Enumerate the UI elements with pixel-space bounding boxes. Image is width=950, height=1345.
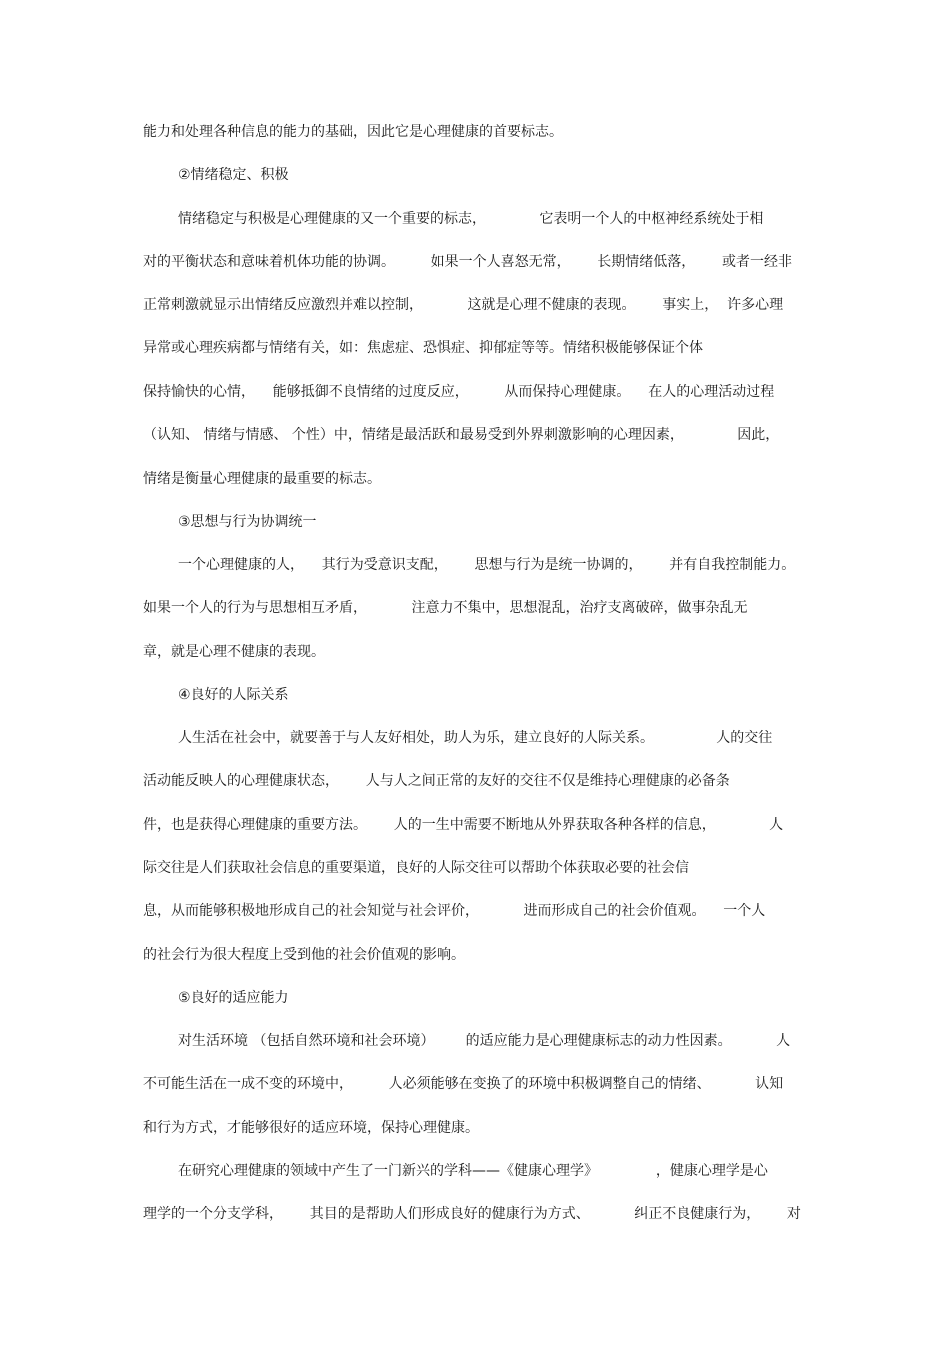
- paragraph-line: 章，就是心理不健康的表现。: [143, 644, 325, 660]
- section-heading: ④良好的人际关系: [178, 687, 289, 703]
- paragraph-line: 正常刺激就显示出情绪反应激烈并难以控制， 这就是心理不健康的表现。 事实上， 许多心理: [143, 297, 784, 313]
- paragraph-line: 对的平衡状态和意味着机体功能的协调。 如果一个人喜怒无常， 长期情绪低落， 或者一经非: [143, 254, 793, 270]
- paragraph-line: 情绪稳定与积极是心理健康的又一个重要的标志， 它表明一个人的中枢神经系统处于相: [178, 211, 764, 227]
- paragraph-line: （认知、 情绪与情感、 个性）中，情绪是最活跃和最易受到外界刺激影响的心理因素， 因此，: [143, 427, 780, 443]
- paragraph-line: 际交往是人们获取社会信息的重要渠道，良好的人际交往可以帮助个体获取必要的社会信: [143, 860, 689, 876]
- paragraph-line: 和行为方式，才能够很好的适应环境，保持心理健康。: [143, 1120, 479, 1136]
- section-heading: ②情绪稳定、积极: [178, 167, 289, 183]
- section-heading: ③思想与行为协调统一: [178, 514, 317, 530]
- paragraph-line: 在研究心理健康的领域中产生了一门新兴的学科——《健康心理学》 ，健康心理学是心: [178, 1163, 768, 1179]
- paragraph-line: 息，从而能够积极地形成自己的社会知觉与社会评价， 进而形成自己的社会价值观。 一个人: [143, 903, 766, 919]
- paragraph-line: 不可能生活在一成不变的环境中， 人必须能够在变换了的环境中积极调整自己的情绪、 认知: [143, 1076, 784, 1092]
- paragraph-line: 异常或心理疾病都与情绪有关，如：焦虑症、恐惧症、抑郁症等等。情绪积极能够保证个体: [143, 340, 703, 356]
- paragraph-line: 活动能反映人的心理健康状态， 人与人之间正常的友好的交往不仅是维持心理健康的必备条: [143, 773, 730, 789]
- paragraph-line: 一个心理健康的人， 其行为受意识支配， 思想与行为是统一协调的， 并有自我控制能力。: [178, 557, 796, 573]
- paragraph-line: 件，也是获得心理健康的重要方法。 人的一生中需要不断地从外界获取各种各样的信息， 人: [143, 817, 784, 833]
- paragraph-line: 能力和处理各种信息的能力的基础，因此它是心理健康的首要标志。: [143, 124, 563, 140]
- paragraph-line: 如果一个人的行为与思想相互矛盾， 注意力不集中，思想混乱，治疗支离破碎，做事杂乱无: [143, 600, 748, 616]
- paragraph-line: 人生活在社会中，就要善于与人友好相处，助人为乐，建立良好的人际关系。 人的交往: [178, 730, 773, 746]
- paragraph-line: 保持愉快的心情， 能够抵御不良情绪的过度反应， 从而保持心理健康。 在人的心理活动过程: [143, 384, 775, 400]
- paragraph-line: 的社会行为很大程度上受到他的社会价值观的影响。: [143, 947, 465, 963]
- paragraph-line: 情绪是衡量心理健康的最重要的标志。: [143, 471, 381, 487]
- paragraph-line: 对生活环境 （包括自然环境和社会环境） 的适应能力是心理健康标志的动力性因素。 人: [178, 1033, 791, 1049]
- paragraph-line: 理学的一个分支学科， 其目的是帮助人们形成良好的健康行为方式、 纠正不良健康行为， 对: [143, 1206, 801, 1222]
- section-heading: ⑤良好的适应能力: [178, 990, 289, 1006]
